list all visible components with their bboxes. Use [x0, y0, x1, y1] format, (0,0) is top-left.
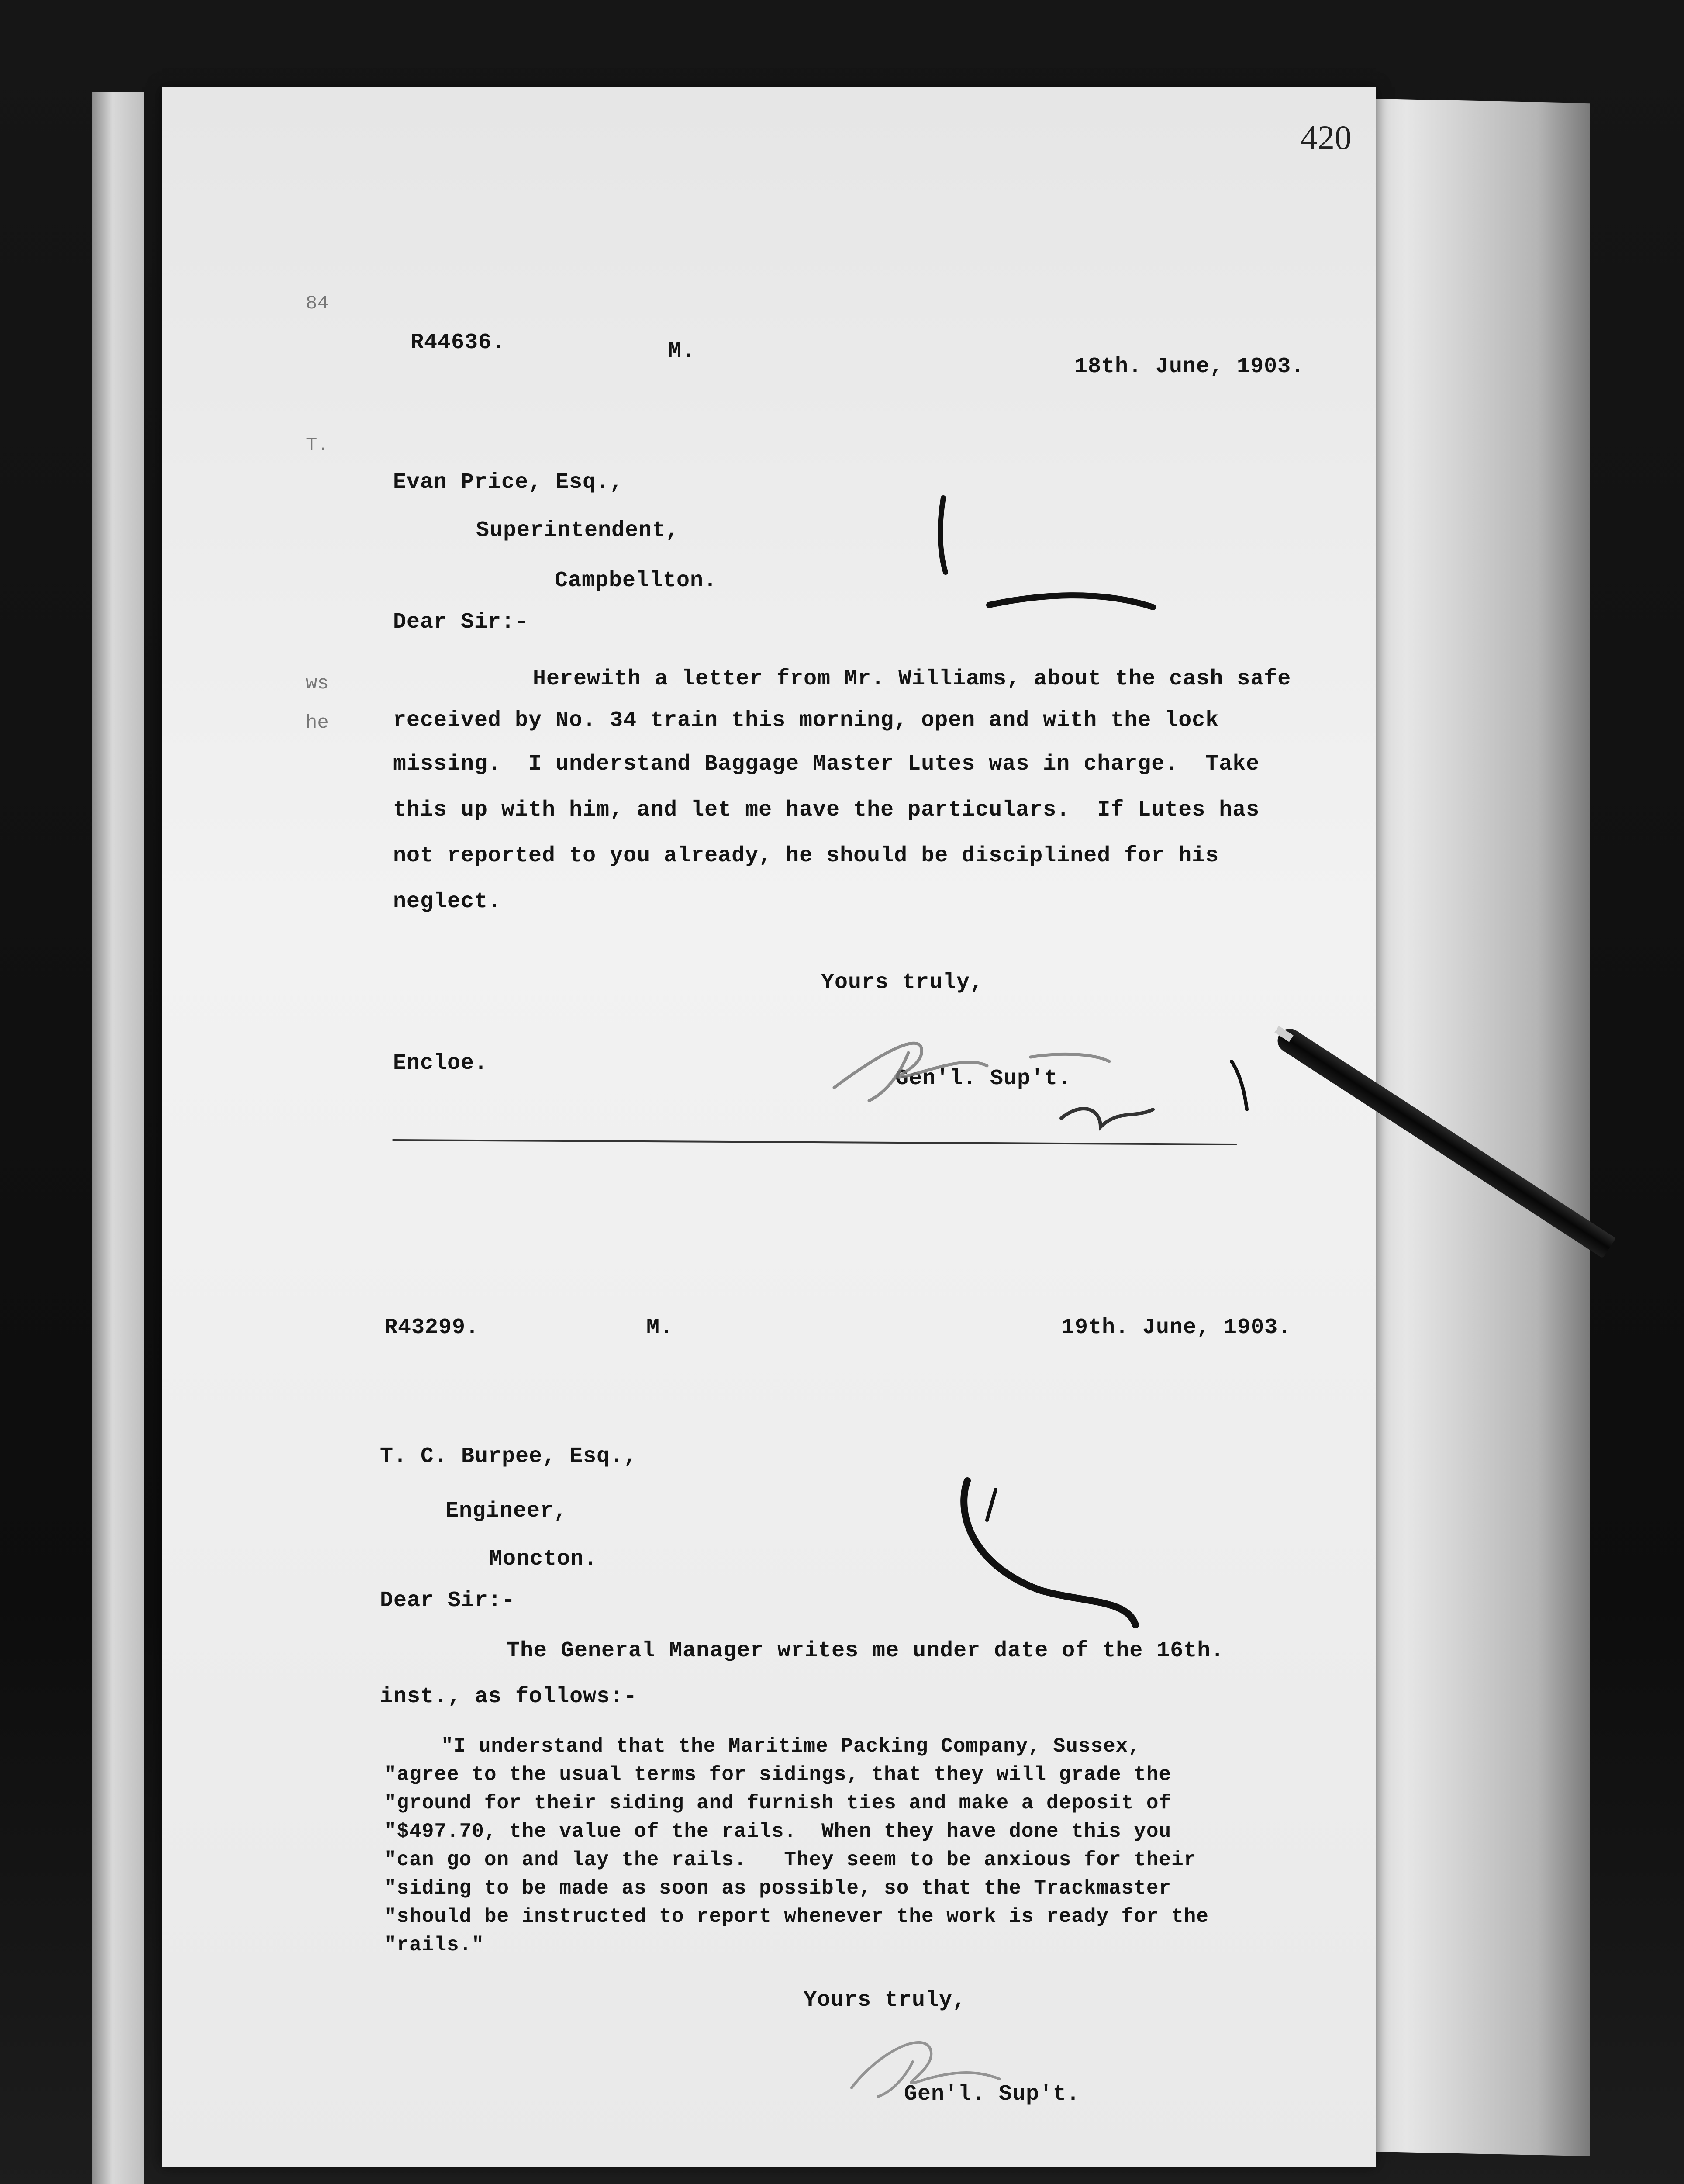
letter1-body-line: missing. I understand Baggage Master Lutes was in charge. Take	[393, 752, 1260, 777]
letter2-quote-line: "can go on and lay the rails. They seem to be anxious for their	[384, 1849, 1197, 1871]
margin-mark: ws	[306, 673, 329, 695]
letter1-ref: R44636.	[411, 330, 506, 355]
letter1-body-line: not reported to you already, he should be disciplined for his	[393, 843, 1219, 868]
letter2-body-line: The General Manager writes me under date of the 16th.	[507, 1638, 1225, 1663]
letter2-quote-line: "should be instructed to report whenever the work is ready for the	[384, 1905, 1209, 1928]
letter2-addressee-title: Engineer,	[445, 1499, 568, 1524]
letter2-quote-line: "rails."	[384, 1934, 484, 1956]
letter1-body-line: neglect.	[393, 889, 502, 914]
margin-mark: T.	[306, 435, 329, 456]
letter1-salutation: Dear Sir:-	[393, 610, 529, 635]
letter1-body-line: received by No. 34 train this morning, open and with the lock	[393, 708, 1219, 733]
letter1-body-line: Herewith a letter from Mr. Williams, about the cash safe	[533, 667, 1291, 691]
letter2-ref: R43299.	[384, 1315, 480, 1340]
letter1-body-line: this up with him, and let me have the particulars. If Lutes has	[393, 798, 1260, 822]
letter2-quote-line: "$497.70, the value of the rails. When they have done this you	[384, 1820, 1172, 1843]
margin-mark: he	[306, 712, 329, 734]
letter2-signoff: Gen'l. Sup't.	[904, 2082, 1080, 2107]
letter1-initial: M.	[668, 339, 696, 364]
margin-mark: 84	[306, 293, 329, 314]
letter2-quote-line: "I understand that the Maritime Packing Company, Sussex,	[441, 1735, 1141, 1758]
letter2-addressee-name: T. C. Burpee, Esq.,	[380, 1444, 638, 1469]
letter2-quote-line: "agree to the usual terms for sidings, that they will grade the	[384, 1763, 1172, 1786]
letter2-body-line: inst., as follows:-	[380, 1684, 638, 1709]
letter2-date: 19th. June, 1903.	[1061, 1315, 1292, 1340]
letter2-quote-line: "siding to be made as soon as possible, so that the Trackmaster	[384, 1877, 1172, 1900]
letter1-date: 18th. June, 1903.	[1074, 354, 1305, 379]
letter2-quote-line: "ground for their siding and furnish ties and make a deposit of	[384, 1792, 1172, 1814]
letter2-closing: Yours truly,	[804, 1988, 966, 2013]
letter1-signoff: Gen'l. Sup't.	[895, 1066, 1072, 1091]
letter2-initial: M.	[646, 1315, 674, 1340]
letter1-closing: Yours truly,	[821, 970, 984, 995]
letter1-addressee-place: Campbellton.	[555, 568, 718, 593]
letter2-addressee-place: Moncton.	[489, 1547, 598, 1572]
page-number: 420	[1301, 118, 1352, 156]
letter1-addressee-title: Superintendent,	[476, 518, 680, 543]
letter2-salutation: Dear Sir:-	[380, 1588, 516, 1613]
letter1-enclosure: Encloe.	[393, 1051, 488, 1076]
letter1-addressee-name: Evan Price, Esq.,	[393, 470, 624, 495]
